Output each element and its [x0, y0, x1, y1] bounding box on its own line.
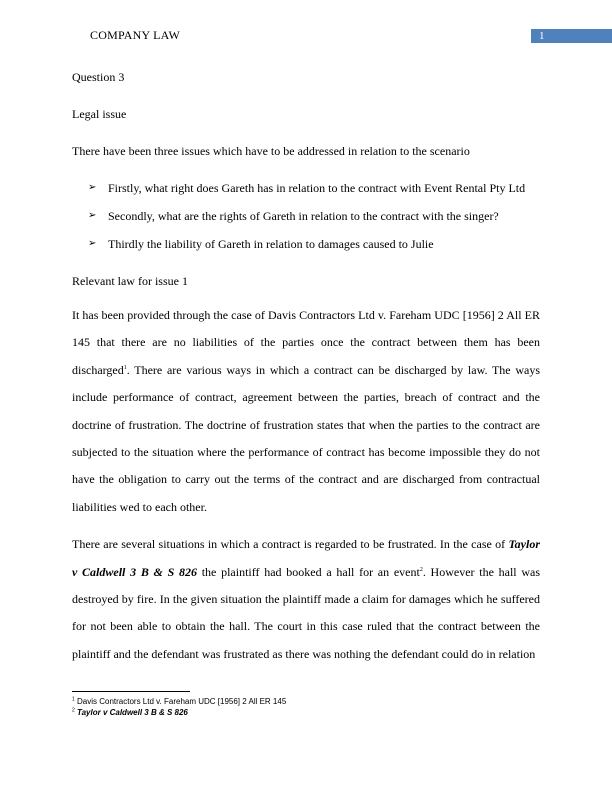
legal-issue-heading: Legal issue [72, 107, 127, 121]
running-header-title: COMPANY LAW [90, 28, 181, 42]
relevant-law-heading: Relevant law for issue 1 [72, 274, 188, 288]
issue-list [72, 179, 540, 253]
footnote-ref[interactable]: 1 [123, 364, 127, 371]
arrow-bullet-icon: ➢ [88, 238, 97, 249]
list-item: ➢ Thirdly the liability of Gareth in relation to damages caused to Julie [88, 237, 434, 251]
page-number-badge: 1 [531, 29, 612, 43]
footnote-item: $^2$ Taylor v Caldwell 3 B & S 826 [72, 707, 188, 717]
paragraph-davis: It has been provided through the case of Davis Contractors Ltd v. Fareham UDC [1956] 2 All ER 145 that there are no liabilities of the parties once the contract between them has been discharged$^1$. There are various ways in which a contract can be discharged by law. The ways include performance of contract, agreement between the parties, breach of contract and the doctrine of frustration. The doctrine of frustration states that when the parties to the contract are subjected to the situation where the performance of contract has become impossible they do not have the obligation to carry out the terms of the contract and are discharged from contractual liabilities wed to each other. [72, 308, 540, 514]
footnote-ref[interactable]: 2 [419, 566, 423, 573]
document-body [72, 68, 540, 668]
paragraph-taylor: There are several situations in which a contract is regarded to be frustrated. In the case of Taylor v Caldwell 3 B & S 826 the plaintiff had booked a hall for an event$^2$. However the hall was destroyed by fire. In the given situation the plaintiff made a claim for damages which he suffered for not been able to obtain the hall. The court in this case ruled that the contract between the plaintiff and the defendant was frustrated as there was nothing the defendant could do in relation [72, 537, 540, 661]
question-heading: Question 3 [72, 70, 125, 84]
list-item: ➢ Firstly, what right does Gareth has in relation to the contract with Event Rental Pty Ltd [88, 181, 526, 195]
arrow-bullet-icon: ➢ [88, 210, 97, 221]
footnotes [72, 696, 542, 718]
footnote-item: $^1$ Davis Contractors Ltd v. Fareham UDC [1956] 2 All ER 145 [72, 696, 287, 706]
arrow-bullet-icon: ➢ [88, 182, 97, 193]
case-citation: Taylor v Caldwell 3 B & S 826 [72, 537, 540, 579]
list-item: ➢ Secondly, what are the rights of Gareth in relation to the contract with the singer? [88, 209, 499, 223]
intro-paragraph: There have been three issues which have to be addressed in relation to the scenario [72, 144, 470, 158]
footnote-separator [72, 691, 190, 692]
